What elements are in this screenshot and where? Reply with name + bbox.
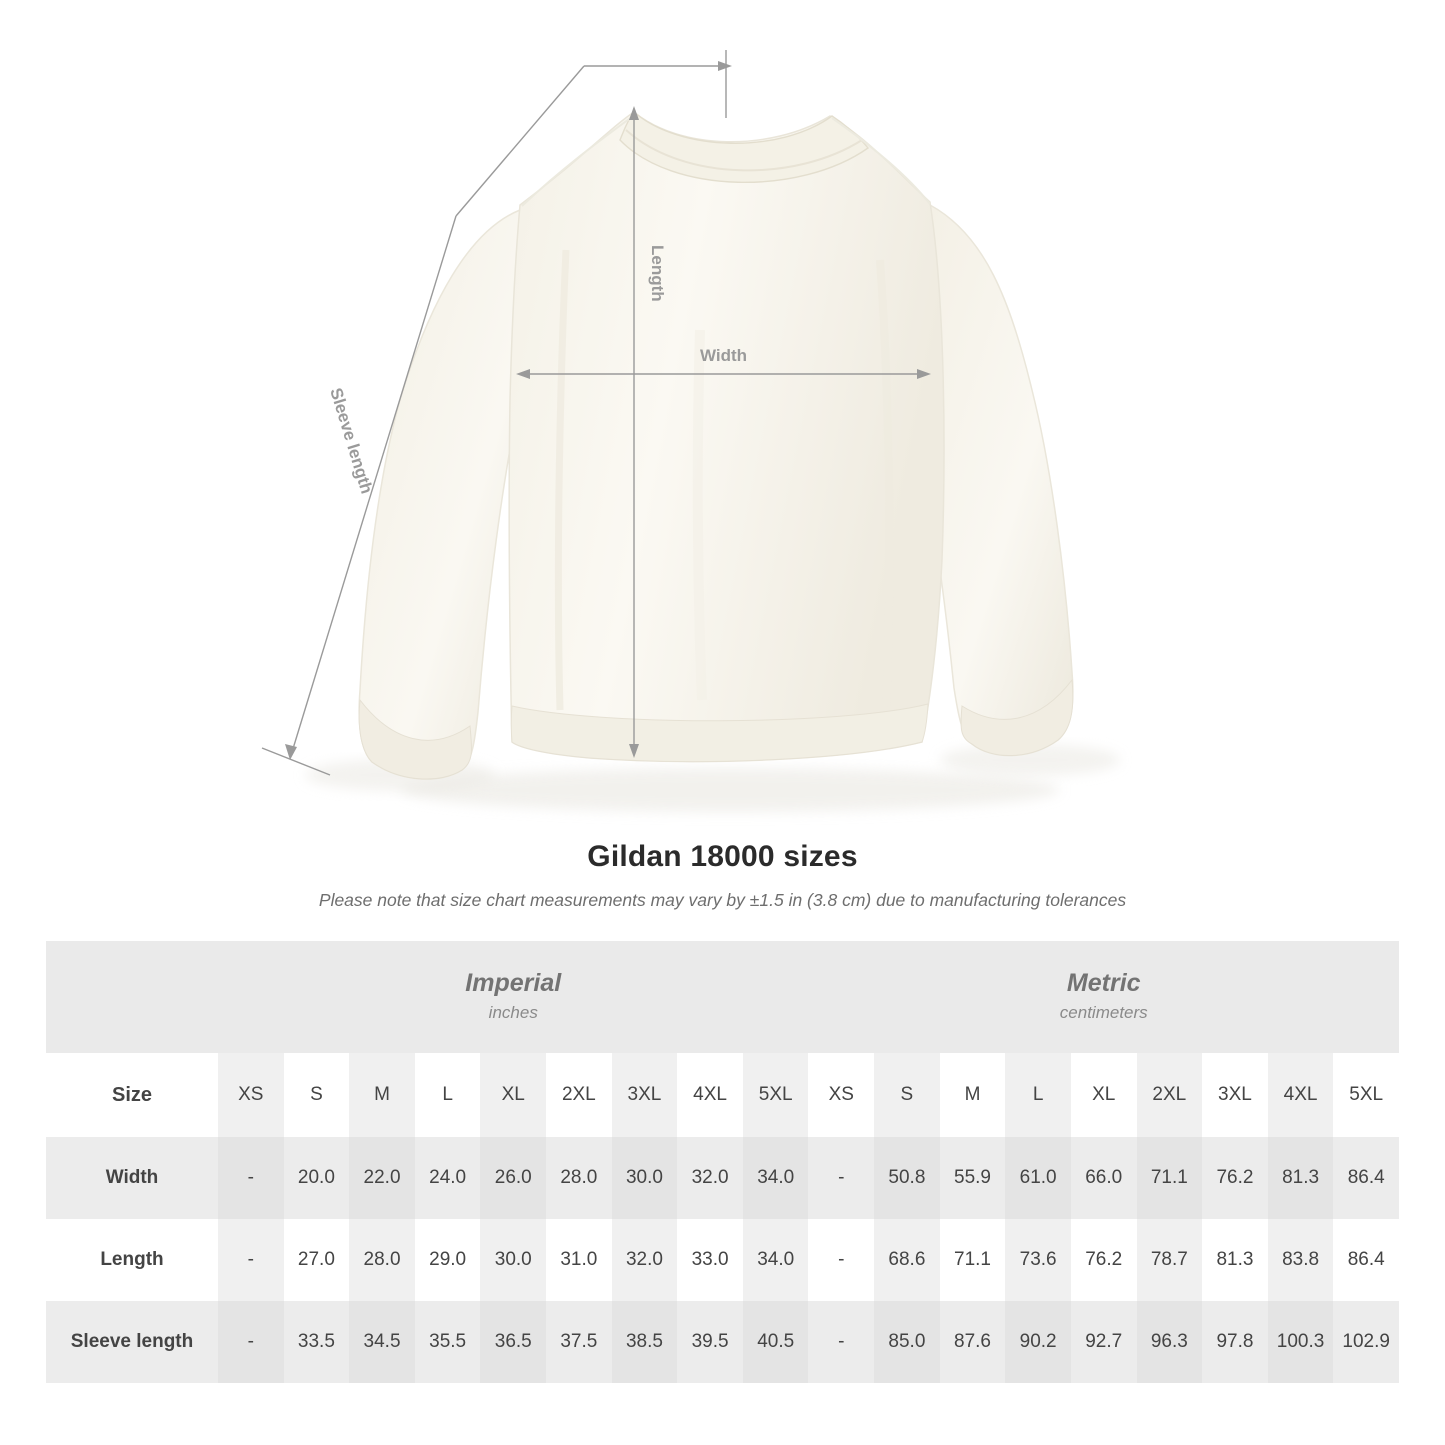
- header-imp-l: L: [415, 1053, 481, 1137]
- sleeve-met-3xl: 97.8: [1202, 1301, 1268, 1383]
- length-imp-xl: 30.0: [480, 1219, 546, 1301]
- sleeve-imp-m: 34.5: [349, 1301, 415, 1383]
- sleeve-imp-4xl: 39.5: [677, 1301, 743, 1383]
- sleeve-imp-xl: 36.5: [480, 1301, 546, 1383]
- sleeve-arrow-top: [718, 61, 732, 71]
- length-met-3xl: 81.3: [1202, 1219, 1268, 1301]
- length-imp-3xl: 32.0: [612, 1219, 678, 1301]
- header-imp-xs: XS: [218, 1053, 284, 1137]
- sleeve-met-xl: 92.7: [1071, 1301, 1137, 1383]
- width-met-s: 50.8: [874, 1137, 940, 1219]
- length-met-s: 68.6: [874, 1219, 940, 1301]
- unit-imperial-name: Imperial: [465, 968, 562, 997]
- length-imp-5xl: 34.0: [743, 1219, 809, 1301]
- width-imp-l: 24.0: [415, 1137, 481, 1219]
- size-table: [46, 941, 1399, 1383]
- header-imp-2xl: 2XL: [546, 1053, 612, 1137]
- sleeve-met-m: 87.6: [940, 1301, 1006, 1383]
- width-imp-5xl: 34.0: [743, 1137, 809, 1219]
- header-imp-xl: XL: [480, 1053, 546, 1137]
- unit-metric-sub: centimeters: [1059, 1003, 1148, 1023]
- length-imp-4xl: 33.0: [677, 1219, 743, 1301]
- sleeve-met-s: 85.0: [874, 1301, 940, 1383]
- length-met-xl: 76.2: [1071, 1219, 1137, 1301]
- sleeve-met-2xl: 96.3: [1137, 1301, 1203, 1383]
- length-imp-2xl: 31.0: [546, 1219, 612, 1301]
- width-met-l: 61.0: [1005, 1137, 1071, 1219]
- length-arrow-top: [629, 106, 639, 120]
- unit-header-row: [46, 941, 1399, 1053]
- sleeve-imp-xs: -: [218, 1301, 284, 1383]
- sleeve-imp-5xl: 40.5: [743, 1301, 809, 1383]
- sweatshirt-body: [509, 112, 944, 761]
- fold-line-3: [698, 330, 702, 700]
- width-imp-m: 22.0: [349, 1137, 415, 1219]
- length-met-m: 71.1: [940, 1219, 1006, 1301]
- width-imp-4xl: 32.0: [677, 1137, 743, 1219]
- header-imp-3xl: 3XL: [612, 1053, 678, 1137]
- header-met-5xl: 5XL: [1333, 1053, 1399, 1137]
- header-met-m: M: [940, 1053, 1006, 1137]
- size-header-row: [46, 1053, 1399, 1137]
- width-met-xs: -: [808, 1137, 874, 1219]
- header-imp-s: S: [284, 1053, 350, 1137]
- length-met-4xl: 83.8: [1268, 1219, 1334, 1301]
- header-met-3xl: 3XL: [1202, 1053, 1268, 1137]
- sleeve-imp-s: 33.5: [284, 1301, 350, 1383]
- unit-metric-name: Metric: [1066, 968, 1141, 997]
- size-table-wrapper: [0, 941, 1445, 1383]
- length-met-2xl: 78.7: [1137, 1219, 1203, 1301]
- sleeve-length-label: Sleeve length: [326, 385, 377, 496]
- sleeve-met-xs: -: [808, 1301, 874, 1383]
- tolerance-note: Please note that size chart measurements may vary by ±1.5 in (3.8 cm) due to manufacturing tolerances: [318, 890, 1127, 910]
- table-row: [46, 1301, 1399, 1383]
- sleeve-met-4xl: 100.3: [1268, 1301, 1334, 1383]
- length-met-xs: -: [808, 1219, 874, 1301]
- length-label: Length: [648, 245, 667, 302]
- page-title: Gildan 18000 sizes: [587, 840, 858, 873]
- width-label: Width: [700, 346, 748, 365]
- header-size-label: Size: [46, 1053, 218, 1137]
- sleeve-imp-2xl: 37.5: [546, 1301, 612, 1383]
- row-label-width: Width: [46, 1137, 218, 1219]
- header-met-l: L: [1005, 1053, 1071, 1137]
- length-imp-m: 28.0: [349, 1219, 415, 1301]
- sleeve-met-l: 90.2: [1005, 1301, 1071, 1383]
- length-met-l: 73.6: [1005, 1219, 1071, 1301]
- length-imp-xs: -: [218, 1219, 284, 1301]
- header-imp-5xl: 5XL: [743, 1053, 809, 1137]
- length-imp-s: 27.0: [284, 1219, 350, 1301]
- header-met-xs: XS: [808, 1053, 874, 1137]
- table-row: [46, 1137, 1399, 1219]
- width-imp-xl: 26.0: [480, 1137, 546, 1219]
- header-met-4xl: 4XL: [1268, 1053, 1334, 1137]
- header-met-s: S: [874, 1053, 940, 1137]
- length-met-5xl: 86.4: [1333, 1219, 1399, 1301]
- sleeve-imp-l: 35.5: [415, 1301, 481, 1383]
- unit-imperial: [218, 941, 808, 1053]
- header-imp-m: M: [349, 1053, 415, 1137]
- title-block: [0, 840, 1445, 911]
- row-label-sleeve-length: Sleeve length: [46, 1301, 218, 1383]
- left-sleeve: [359, 210, 528, 779]
- length-imp-l: 29.0: [415, 1219, 481, 1301]
- width-met-3xl: 76.2: [1202, 1137, 1268, 1219]
- header-met-2xl: 2XL: [1137, 1053, 1203, 1137]
- sleeve-imp-3xl: 38.5: [612, 1301, 678, 1383]
- row-label-length: Length: [46, 1219, 218, 1301]
- width-imp-xs: -: [218, 1137, 284, 1219]
- width-met-xl: 66.0: [1071, 1137, 1137, 1219]
- width-imp-s: 20.0: [284, 1137, 350, 1219]
- unit-imperial-sub: inches: [488, 1003, 538, 1023]
- sleeve-met-5xl: 102.9: [1333, 1301, 1399, 1383]
- width-met-2xl: 71.1: [1137, 1137, 1203, 1219]
- sleeve-end-tick: [262, 748, 330, 775]
- width-imp-2xl: 28.0: [546, 1137, 612, 1219]
- width-met-m: 55.9: [940, 1137, 1006, 1219]
- header-met-xl: XL: [1071, 1053, 1137, 1137]
- width-met-4xl: 81.3: [1268, 1137, 1334, 1219]
- width-met-5xl: 86.4: [1333, 1137, 1399, 1219]
- header-imp-4xl: 4XL: [677, 1053, 743, 1137]
- width-imp-3xl: 30.0: [612, 1137, 678, 1219]
- unit-spacer: [46, 941, 218, 1053]
- table-row: [46, 1219, 1399, 1301]
- garment-shadow: [400, 768, 1060, 812]
- unit-metric: [808, 941, 1399, 1053]
